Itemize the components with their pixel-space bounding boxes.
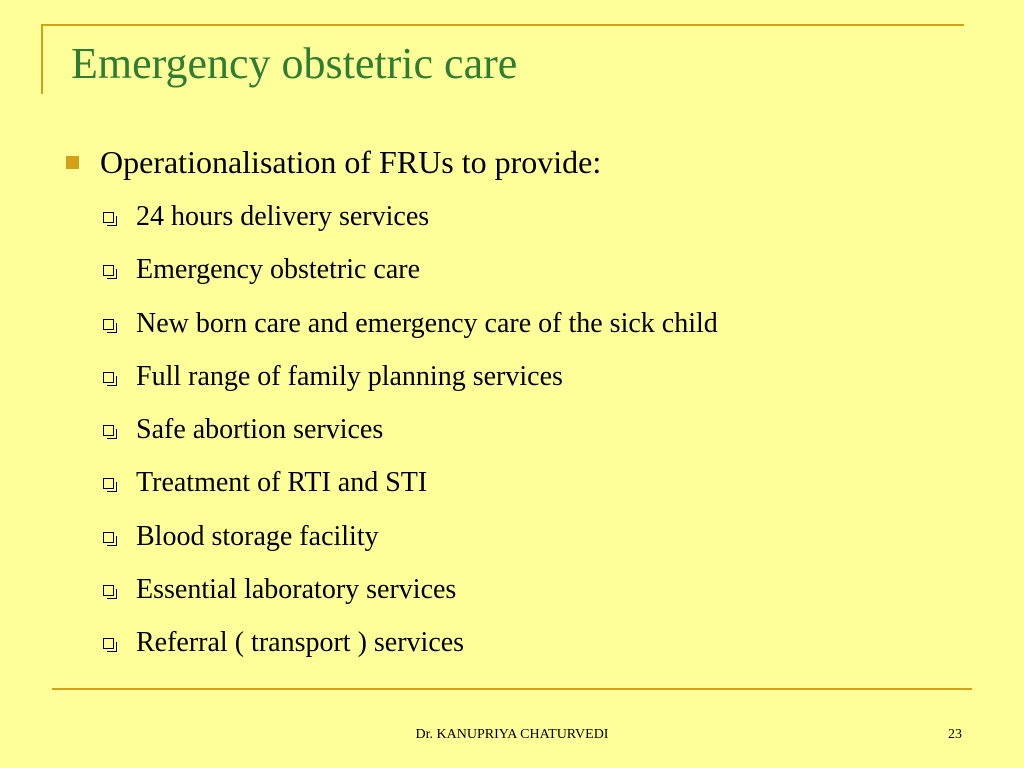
hollow-box-bullet-icon xyxy=(103,372,114,383)
main-bullet-text: Operationalisation of FRUs to provide: xyxy=(100,143,602,180)
sub-bullet xyxy=(103,570,456,610)
sub-bullet xyxy=(103,250,420,290)
hollow-box-bullet-icon xyxy=(103,425,114,436)
filled-square-bullet-icon xyxy=(66,156,79,169)
slide-title: Emergency obstetric care xyxy=(71,39,518,88)
hollow-box-bullet-icon xyxy=(103,478,114,489)
sub-bullet xyxy=(103,357,563,397)
sub-bullet-text: Essential laboratory services xyxy=(136,574,457,605)
title-frame-top-line xyxy=(42,24,964,26)
footer-divider xyxy=(52,688,972,690)
sub-bullet-text: Full range of family planning services xyxy=(136,361,563,392)
sub-bullet-text: Treatment of RTI and STI xyxy=(136,467,428,498)
hollow-box-bullet-icon xyxy=(103,532,114,543)
hollow-box-bullet-icon xyxy=(103,265,114,276)
sub-bullet-text: Emergency obstetric care xyxy=(136,254,421,285)
title-frame-left-line xyxy=(41,24,43,94)
sub-bullet xyxy=(103,623,464,663)
hollow-box-bullet-icon xyxy=(103,212,114,223)
hollow-box-bullet-icon xyxy=(103,319,114,330)
main-bullet xyxy=(66,138,601,186)
sub-bullet xyxy=(103,410,383,450)
hollow-box-bullet-icon xyxy=(103,638,114,649)
hollow-box-bullet-icon xyxy=(103,585,114,596)
sub-bullet xyxy=(103,304,718,344)
footer-author: Dr. KANUPRIYA CHATURVEDI xyxy=(415,727,609,742)
sub-bullet xyxy=(103,517,379,557)
sub-bullet-text: Safe abortion services xyxy=(136,414,384,445)
sub-bullet-text: New born care and emergency care of the sick child xyxy=(136,308,718,339)
sub-bullet-text: Referral ( transport ) services xyxy=(136,627,465,658)
sub-bullet-text: 24 hours delivery services xyxy=(136,201,430,232)
sub-bullet-text: Blood storage facility xyxy=(136,521,379,552)
sub-bullet xyxy=(103,463,427,503)
sub-bullet xyxy=(103,197,429,237)
page-number: 23 xyxy=(948,727,962,742)
